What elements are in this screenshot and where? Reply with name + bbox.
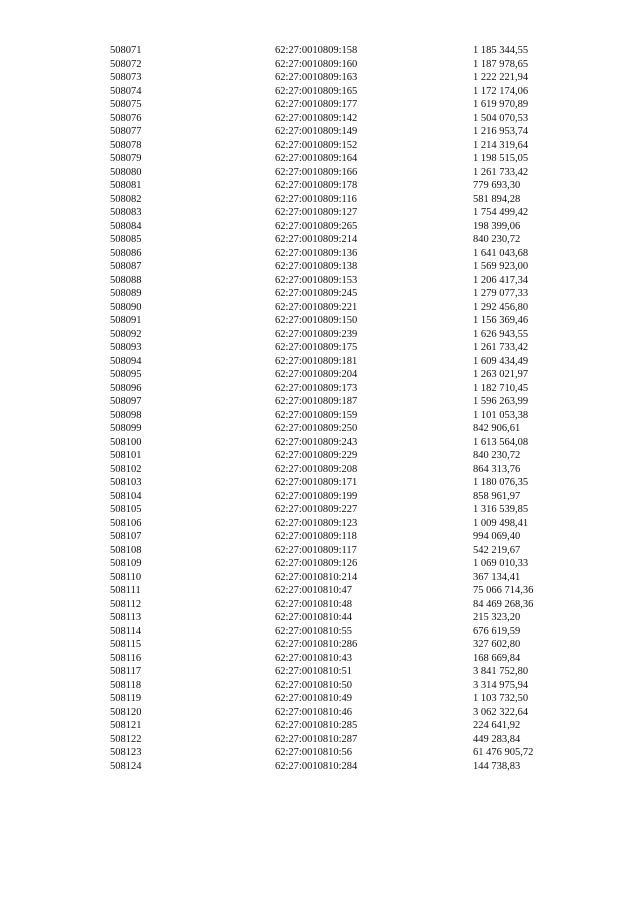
row-number-cell: 508081: [110, 180, 142, 191]
row-number-cell: 508094: [110, 355, 142, 367]
cadastral-value-cell: 144 738,83: [473, 760, 521, 772]
table-row: [110, 571, 583, 585]
cadastral-value-cell: 1 316 539,85: [473, 504, 529, 515]
row-number-cell: 508073: [110, 72, 142, 83]
cadastral-value-cell: 994 069,40: [473, 531, 521, 542]
row-number-cell: 508108: [110, 544, 142, 556]
cadastral-number-cell: 62:27:0010810:43: [275, 652, 353, 664]
table-row: [110, 166, 583, 180]
cadastral-number-cell: 62:27:0010809:123: [275, 517, 358, 529]
row-number-cell: 508097: [110, 396, 142, 407]
cadastral-number-cell: 62:27:0010809:163: [275, 72, 358, 83]
row-number-cell: 508072: [110, 58, 142, 70]
row-number-cell: 508092: [110, 328, 142, 340]
row-number-cell: 508111: [110, 585, 141, 596]
cadastral-value-cell: 1 754 499,42: [473, 207, 529, 218]
table-row: [110, 341, 583, 355]
cadastral-number-cell: 62:27:0010809:173: [275, 382, 358, 394]
row-number-cell: 508124: [110, 760, 142, 772]
table-row: [110, 449, 583, 463]
row-number-cell: 508079: [110, 153, 142, 164]
table-row: [110, 598, 583, 612]
cadastral-number-cell: 62:27:0010809:221: [275, 301, 358, 313]
table-row: [110, 206, 583, 220]
table-row: [110, 125, 583, 139]
cadastral-value-cell: 75 066 714,36: [473, 585, 534, 596]
table-row: [110, 679, 583, 693]
cadastral-number-cell: 62:27:0010809:158: [275, 45, 358, 56]
cadastral-number-cell: 62:27:0010809:229: [275, 450, 358, 461]
table-row: [110, 503, 583, 517]
cadastral-value-cell: 1 156 369,46: [473, 315, 529, 326]
row-number-cell: 508075: [110, 99, 142, 110]
table-row: [110, 463, 583, 477]
table-row: [110, 152, 583, 166]
table-row: [110, 328, 583, 342]
cadastral-value-cell: 1 613 564,08: [473, 436, 529, 448]
row-number-cell: 508123: [110, 747, 142, 758]
cadastral-value-cell: 1 504 070,53: [473, 112, 529, 124]
table-row: [110, 733, 583, 747]
cadastral-number-cell: 62:27:0010809:150: [275, 315, 358, 326]
table-row: [110, 139, 583, 153]
table-row: [110, 490, 583, 504]
cadastral-number-cell: 62:27:0010810:286: [275, 639, 358, 650]
cadastral-number-cell: 62:27:0010809:239: [275, 328, 358, 340]
table-row: [110, 584, 583, 598]
cadastral-number-cell: 62:27:0010810:287: [275, 733, 358, 745]
table-row: [110, 409, 583, 423]
cadastral-number-cell: 62:27:0010810:44: [275, 612, 353, 623]
cadastral-number-cell: 62:27:0010810:284: [275, 760, 358, 772]
row-number-cell: 508121: [110, 720, 142, 731]
cadastral-value-cell: 542 219,67: [473, 544, 521, 556]
cadastral-value-cell: 198 399,06: [473, 220, 521, 232]
cadastral-number-cell: 62:27:0010809:208: [275, 463, 358, 475]
cadastral-value-cell: 1 198 515,05: [473, 153, 529, 164]
cadastral-value-cell: 1 009 498,41: [473, 517, 529, 529]
cadastral-number-cell: 62:27:0010809:265: [275, 220, 358, 232]
cadastral-number-cell: 62:27:0010809:227: [275, 504, 358, 515]
cadastral-value-table: [110, 44, 583, 773]
cadastral-number-cell: 62:27:0010810:214: [275, 571, 358, 583]
cadastral-value-cell: 3 062 322,64: [473, 706, 529, 718]
cadastral-value-cell: 3 841 752,80: [473, 666, 529, 677]
table-row: [110, 274, 583, 288]
table-row: [110, 247, 583, 261]
cadastral-number-cell: 62:27:0010809:149: [275, 126, 358, 137]
row-number-cell: 508113: [110, 612, 142, 623]
table-row: [110, 179, 583, 193]
row-number-cell: 508104: [110, 490, 142, 502]
cadastral-value-cell: 858 961,97: [473, 490, 521, 502]
cadastral-value-cell: 840 230,72: [473, 234, 521, 245]
row-number-cell: 508095: [110, 369, 142, 380]
row-number-cell: 508112: [110, 598, 142, 610]
cadastral-number-cell: 62:27:0010809:171: [275, 477, 358, 488]
cadastral-value-cell: 1 596 263,99: [473, 396, 529, 407]
table-row: [110, 611, 583, 625]
cadastral-value-cell: 61 476 905,72: [473, 747, 534, 758]
cadastral-value-cell: 1 222 221,94: [473, 72, 529, 83]
row-number-cell: 508098: [110, 409, 142, 421]
row-number-cell: 508118: [110, 679, 142, 691]
cadastral-number-cell: 62:27:0010809:243: [275, 436, 358, 448]
cadastral-number-cell: 62:27:0010809:152: [275, 139, 358, 151]
cadastral-value-cell: 581 894,28: [473, 193, 521, 205]
cadastral-value-cell: 1 609 434,49: [473, 355, 529, 367]
table-row: [110, 665, 583, 679]
row-number-cell: 508103: [110, 477, 142, 488]
table-row: [110, 395, 583, 409]
table-row: [110, 517, 583, 531]
table-row: [110, 706, 583, 720]
cadastral-number-cell: 62:27:0010810:51: [275, 666, 353, 677]
cadastral-number-cell: 62:27:0010810:50: [275, 679, 353, 691]
row-number-cell: 508087: [110, 261, 142, 272]
cadastral-number-cell: 62:27:0010809:187: [275, 396, 358, 407]
cadastral-number-cell: 62:27:0010810:56: [275, 747, 353, 758]
cadastral-value-cell: 842 906,61: [473, 423, 521, 434]
cadastral-value-cell: 1 279 077,33: [473, 288, 529, 299]
cadastral-value-cell: 1 206 417,34: [473, 274, 529, 286]
cadastral-number-cell: 62:27:0010809:164: [275, 153, 358, 164]
row-number-cell: 508105: [110, 504, 142, 515]
cadastral-value-cell: 1 641 043,68: [473, 247, 529, 259]
cadastral-value-cell: 1 172 174,06: [473, 85, 529, 97]
cadastral-value-cell: 676 619,59: [473, 625, 521, 637]
row-number-cell: 508115: [110, 639, 142, 650]
row-number-cell: 508080: [110, 166, 142, 178]
table-row: [110, 287, 583, 301]
cadastral-number-cell: 62:27:0010809:204: [275, 369, 358, 380]
cadastral-number-cell: 62:27:0010809:166: [275, 166, 358, 178]
table-row: [110, 368, 583, 382]
table-row: [110, 260, 583, 274]
row-number-cell: 508089: [110, 288, 142, 299]
cadastral-number-cell: 62:27:0010809:175: [275, 342, 358, 353]
table-row: [110, 638, 583, 652]
cadastral-value-cell: 1 216 953,74: [473, 126, 529, 137]
row-number-cell: 508100: [110, 436, 142, 448]
row-number-cell: 508074: [110, 85, 142, 97]
cadastral-number-cell: 62:27:0010809:116: [275, 193, 357, 205]
row-number-cell: 508093: [110, 342, 142, 353]
table-row: [110, 692, 583, 706]
table-row: [110, 382, 583, 396]
row-number-cell: 508088: [110, 274, 142, 286]
cadastral-number-cell: 62:27:0010809:178: [275, 180, 358, 191]
row-number-cell: 508110: [110, 571, 142, 583]
row-number-cell: 508109: [110, 558, 142, 569]
cadastral-number-cell: 62:27:0010809:245: [275, 288, 358, 299]
row-number-cell: 508082: [110, 193, 142, 205]
cadastral-number-cell: 62:27:0010810:49: [275, 693, 353, 704]
cadastral-number-cell: 62:27:0010809:127: [275, 207, 358, 218]
cadastral-value-cell: 3 314 975,94: [473, 679, 529, 691]
cadastral-number-cell: 62:27:0010810:55: [275, 625, 353, 637]
row-number-cell: 508117: [110, 666, 142, 677]
row-number-cell: 508091: [110, 315, 142, 326]
cadastral-number-cell: 62:27:0010809:118: [275, 531, 357, 542]
cadastral-value-cell: 168 669,84: [473, 652, 521, 664]
table-row: [110, 652, 583, 666]
cadastral-number-cell: 62:27:0010810:47: [275, 585, 353, 596]
table-row: [110, 760, 583, 774]
cadastral-number-cell: 62:27:0010810:285: [275, 720, 358, 731]
row-number-cell: 508096: [110, 382, 142, 394]
cadastral-value-cell: 1 182 710,45: [473, 382, 529, 394]
cadastral-number-cell: 62:27:0010809:160: [275, 58, 358, 70]
table-row: [110, 314, 583, 328]
cadastral-value-cell: 1 263 021,97: [473, 369, 529, 380]
table-row: [110, 557, 583, 571]
row-number-cell: 508122: [110, 733, 142, 745]
cadastral-number-cell: 62:27:0010809:165: [275, 85, 358, 97]
table-row: [110, 44, 583, 58]
cadastral-value-cell: 779 693,30: [473, 180, 521, 191]
row-number-cell: 508102: [110, 463, 142, 475]
row-number-cell: 508101: [110, 450, 142, 461]
cadastral-value-cell: 1 187 978,65: [473, 58, 529, 70]
cadastral-value-cell: 864 313,76: [473, 463, 521, 475]
cadastral-value-cell: 1 619 970,89: [473, 99, 529, 110]
cadastral-number-cell: 62:27:0010809:153: [275, 274, 358, 286]
row-number-cell: 508120: [110, 706, 142, 718]
table-row: [110, 476, 583, 490]
cadastral-value-cell: 1 185 344,55: [473, 45, 529, 56]
cadastral-number-cell: 62:27:0010809:136: [275, 247, 358, 259]
cadastral-value-cell: 1 261 733,42: [473, 166, 529, 178]
row-number-cell: 508077: [110, 126, 142, 137]
table-row: [110, 301, 583, 315]
cadastral-number-cell: 62:27:0010809:138: [275, 261, 358, 272]
row-number-cell: 508083: [110, 207, 142, 218]
table-row: [110, 71, 583, 85]
cadastral-number-cell: 62:27:0010809:250: [275, 423, 358, 434]
table-row: [110, 233, 583, 247]
cadastral-value-cell: 1 569 923,00: [473, 261, 529, 272]
table-row: [110, 220, 583, 234]
row-number-cell: 508071: [110, 45, 142, 56]
row-number-cell: 508090: [110, 301, 142, 313]
row-number-cell: 508078: [110, 139, 142, 151]
row-number-cell: 508085: [110, 234, 142, 245]
row-number-cell: 508076: [110, 112, 142, 124]
cadastral-value-cell: 449 283,84: [473, 733, 521, 745]
row-number-cell: 508086: [110, 247, 142, 259]
cadastral-value-cell: 1 214 319,64: [473, 139, 529, 151]
row-number-cell: 508116: [110, 652, 142, 664]
cadastral-value-cell: 367 134,41: [473, 571, 521, 583]
table-body: [110, 44, 583, 773]
row-number-cell: 508099: [110, 423, 142, 434]
cadastral-value-cell: 224 641,92: [473, 720, 521, 731]
cadastral-value-cell: 84 469 268,36: [473, 598, 534, 610]
cadastral-value-cell: 840 230,72: [473, 450, 521, 461]
cadastral-value-cell: 1 261 733,42: [473, 342, 529, 353]
table-row: [110, 625, 583, 639]
row-number-cell: 508106: [110, 517, 142, 529]
table-row: [110, 719, 583, 733]
cadastral-number-cell: 62:27:0010809:177: [275, 99, 358, 110]
cadastral-value-cell: 1 180 076,35: [473, 477, 529, 488]
table-row: [110, 746, 583, 760]
cadastral-number-cell: 62:27:0010809:142: [275, 112, 358, 124]
table-row: [110, 355, 583, 369]
cadastral-value-cell: 1 292 456,80: [473, 301, 529, 313]
cadastral-number-cell: 62:27:0010809:214: [275, 234, 358, 245]
table-row: [110, 85, 583, 99]
cadastral-value-cell: 1 626 943,55: [473, 328, 529, 340]
cadastral-value-cell: 215 323,20: [473, 612, 521, 623]
table-row: [110, 112, 583, 126]
cadastral-number-cell: 62:27:0010809:159: [275, 409, 358, 421]
row-number-cell: 508084: [110, 220, 142, 232]
row-number-cell: 508107: [110, 531, 142, 542]
row-number-cell: 508114: [110, 625, 142, 637]
cadastral-value-cell: 1 101 053,38: [473, 409, 529, 421]
table-row: [110, 422, 583, 436]
cadastral-number-cell: 62:27:0010810:48: [275, 598, 353, 610]
table-row: [110, 58, 583, 72]
table-row: [110, 544, 583, 558]
cadastral-number-cell: 62:27:0010809:117: [275, 544, 357, 556]
cadastral-number-cell: 62:27:0010810:46: [275, 706, 353, 718]
row-number-cell: 508119: [110, 693, 142, 704]
cadastral-value-cell: 1 103 732,50: [473, 693, 529, 704]
cadastral-number-cell: 62:27:0010809:181: [275, 355, 358, 367]
table-row: [110, 436, 583, 450]
cadastral-number-cell: 62:27:0010809:126: [275, 558, 358, 569]
table-row: [110, 530, 583, 544]
cadastral-value-cell: 1 069 010,33: [473, 558, 529, 569]
cadastral-value-cell: 327 602,80: [473, 639, 521, 650]
table-row: [110, 98, 583, 112]
table-row: [110, 193, 583, 207]
cadastral-number-cell: 62:27:0010809:199: [275, 490, 358, 502]
